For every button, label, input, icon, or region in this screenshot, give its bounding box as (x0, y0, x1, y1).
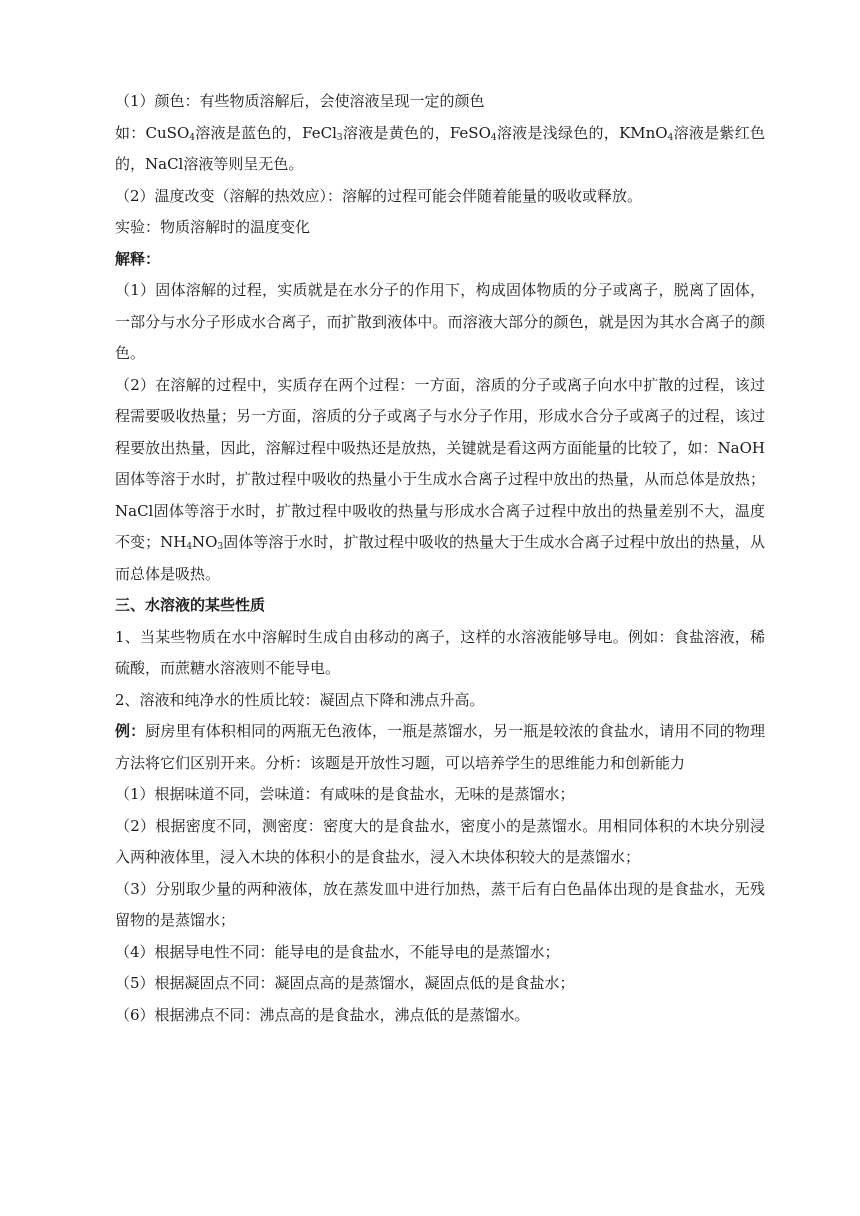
color-heading: （1）颜色：有些物质溶解后，会使溶液呈现一定的颜色 (115, 92, 485, 110)
method-5: （5）根据凝固点不同：凝固点高的是蒸馏水，凝固点低的是食盐水； (115, 974, 575, 992)
property-1: 1、当某些物质在水中溶解时生成自由移动的离子，这样的水溶液能够导电。例如：食盐溶液，稀硫酸，而蔗糖水溶液则不能导电。 (115, 627, 765, 677)
method-4: （4）根据导电性不同：能导电的是食盐水，不能导电的是蒸馏水； (115, 942, 560, 961)
example-label: 例： (115, 722, 146, 740)
method-2: （2）根据密度不同，测密度：密度大的是食盐水，密度小的是蒸馏水。用相同体积的木块分别浸入两种液体里，浸入木块的体积小的是食盐水，浸入木块体积较大的是蒸馏水； (115, 816, 765, 866)
color-examples: 如：CuSO$_4$溶液是蓝色的，FeCl$_3$溶液是黄色的，FeSO$_4$溶液是浅绿色的，KMnO$_4$溶液是紫红色的，NaCl溶液等则呈无色。 (115, 123, 765, 173)
property-2: 2、溶液和纯净水的性质比较：凝固点下降和沸点升高。 (115, 690, 485, 709)
example-paragraph: 例：厨房里有体积相同的两瓶无色液体，一瓶是蒸馏水，另一瓶是较浓的食盐水，请用不同的物理方法将它们区别开来。分析：该题是开放性习题，可以培养学生的思维能力和创新能力 (115, 722, 765, 772)
temperature-heading: （2）温度改变（溶解的热效应）：溶解的过程可能会伴随着能量的吸收或释放。 (115, 186, 643, 205)
experiment-line: 实验：物质溶解时的温度变化 (115, 218, 311, 236)
explanation-label: 解释： (115, 249, 161, 268)
section-heading-3: 三、水溶液的某些性质 (115, 596, 266, 614)
method-6: （6）根据沸点不同：沸点高的是食盐水，沸点低的是蒸馏水。 (115, 1005, 530, 1024)
document-body (115, 86, 765, 1031)
explanation-paragraph-2: （2）在溶解的过程中，实质存在两个过程：一方面，溶质的分子或离子向水中扩散的过程，该过程需要吸收热量；另一方面，溶质的分子或离子与水分子作用，形成水合分子或离子的过程，该过程要放出热量，因此，溶解过程中吸热还是放热，关键就是看这两方面能量的比较了，如：NaOH固体等溶于水时，扩散过程中吸收的热量小于生成水合离子过程中放出的热量，从而总体是放热；NaCl固体等溶于水时，扩散过程中吸收的热量与形成水合离子过程中放出的热量差别不大，温度不变；$NH_4NO_3$固体等溶于水时，扩散过程中吸收的热量大于生成水合离子过程中放出的热量，从而总体是吸热。 (115, 375, 765, 583)
explanation-paragraph-1: （1）固体溶解的过程，实质就是在水分子的作用下，构成固体物质的分子或离子，脱离了固体，一部分与水分子形成水合离子，而扩散到液体中。而溶液大部分的颜色，就是因为其水合离子的颜色。 (115, 281, 765, 362)
method-3: （3）分别取少量的两种液体，放在蒸发皿中进行加热，蒸干后有白色晶体出现的是食盐水，无残留物的是蒸馏水； (115, 879, 765, 929)
method-1: （1）根据味道不同，尝味道：有咸味的是食盐水，无味的是蒸馏水； (115, 785, 575, 803)
